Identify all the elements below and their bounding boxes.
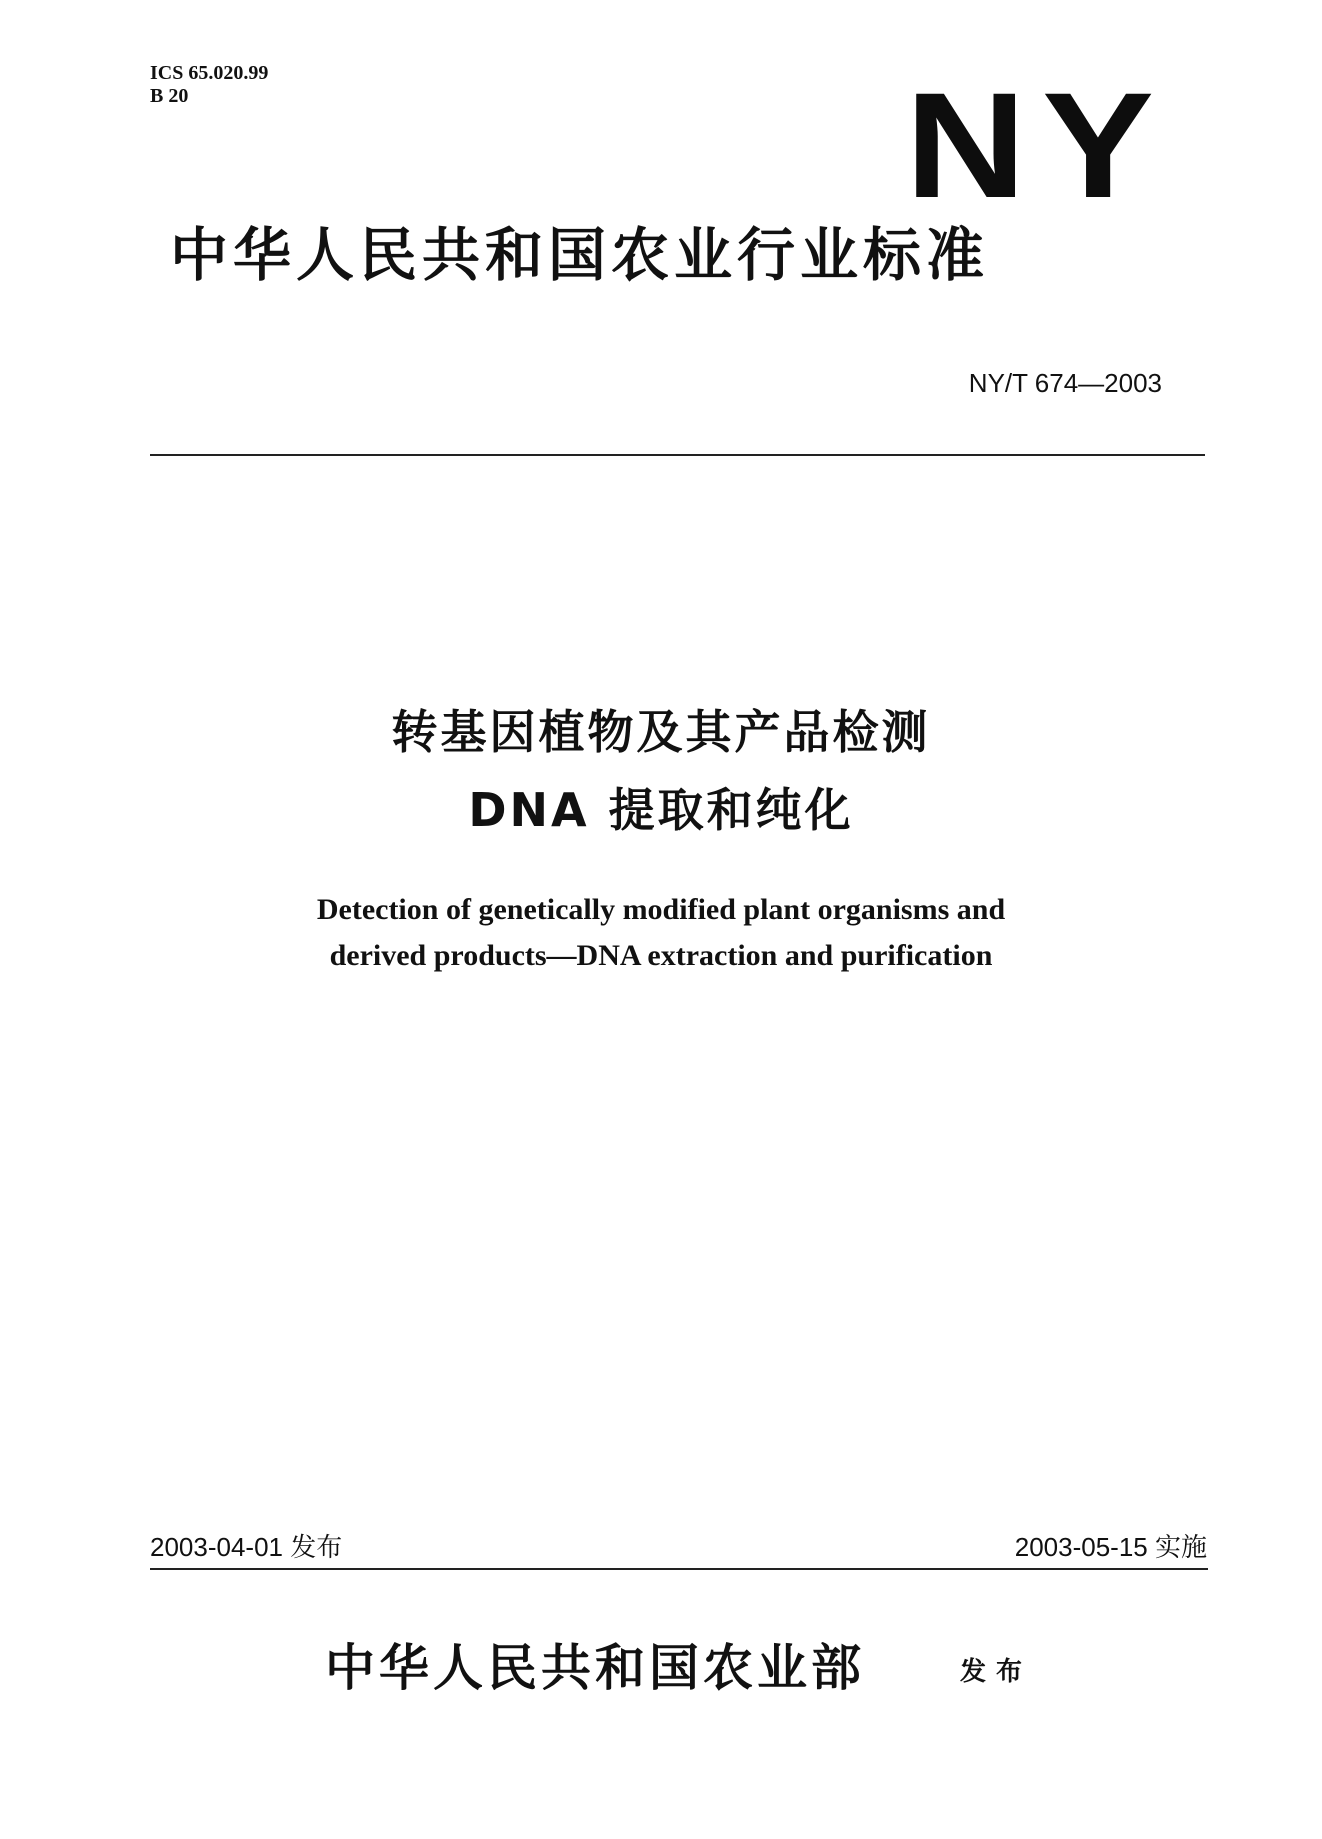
implementation-date: 2003-05-15 实施 <box>1014 1532 1207 1562</box>
classification-codes <box>150 62 268 108</box>
issuer-name: 中华人民共和国农业部 <box>325 1638 865 1697</box>
title-en-line2: derived products—DNA extraction and purification <box>329 939 993 972</box>
title-en-line1: Detection of genetically modified plant organisms and <box>316 893 1006 926</box>
title-zh-line1: 转基因植物及其产品检测 <box>391 705 931 759</box>
issue-date: 2003-04-01 发布 <box>150 1532 343 1562</box>
bottom-divider <box>150 1568 1208 1570</box>
standard-number: NY/T 674—2003 <box>968 368 1162 398</box>
ics-code: ICS 65.020.99 <box>150 62 269 84</box>
standard-category-title: 中华人民共和国农业行业标准 <box>170 221 990 289</box>
ccs-code: B 20 <box>150 85 189 107</box>
issuer-suffix: 发布 <box>960 1657 1033 1687</box>
title-zh-line2: DNA 提取和纯化 <box>468 783 854 837</box>
top-divider <box>150 454 1205 456</box>
ny-logo: NY <box>905 61 1170 229</box>
